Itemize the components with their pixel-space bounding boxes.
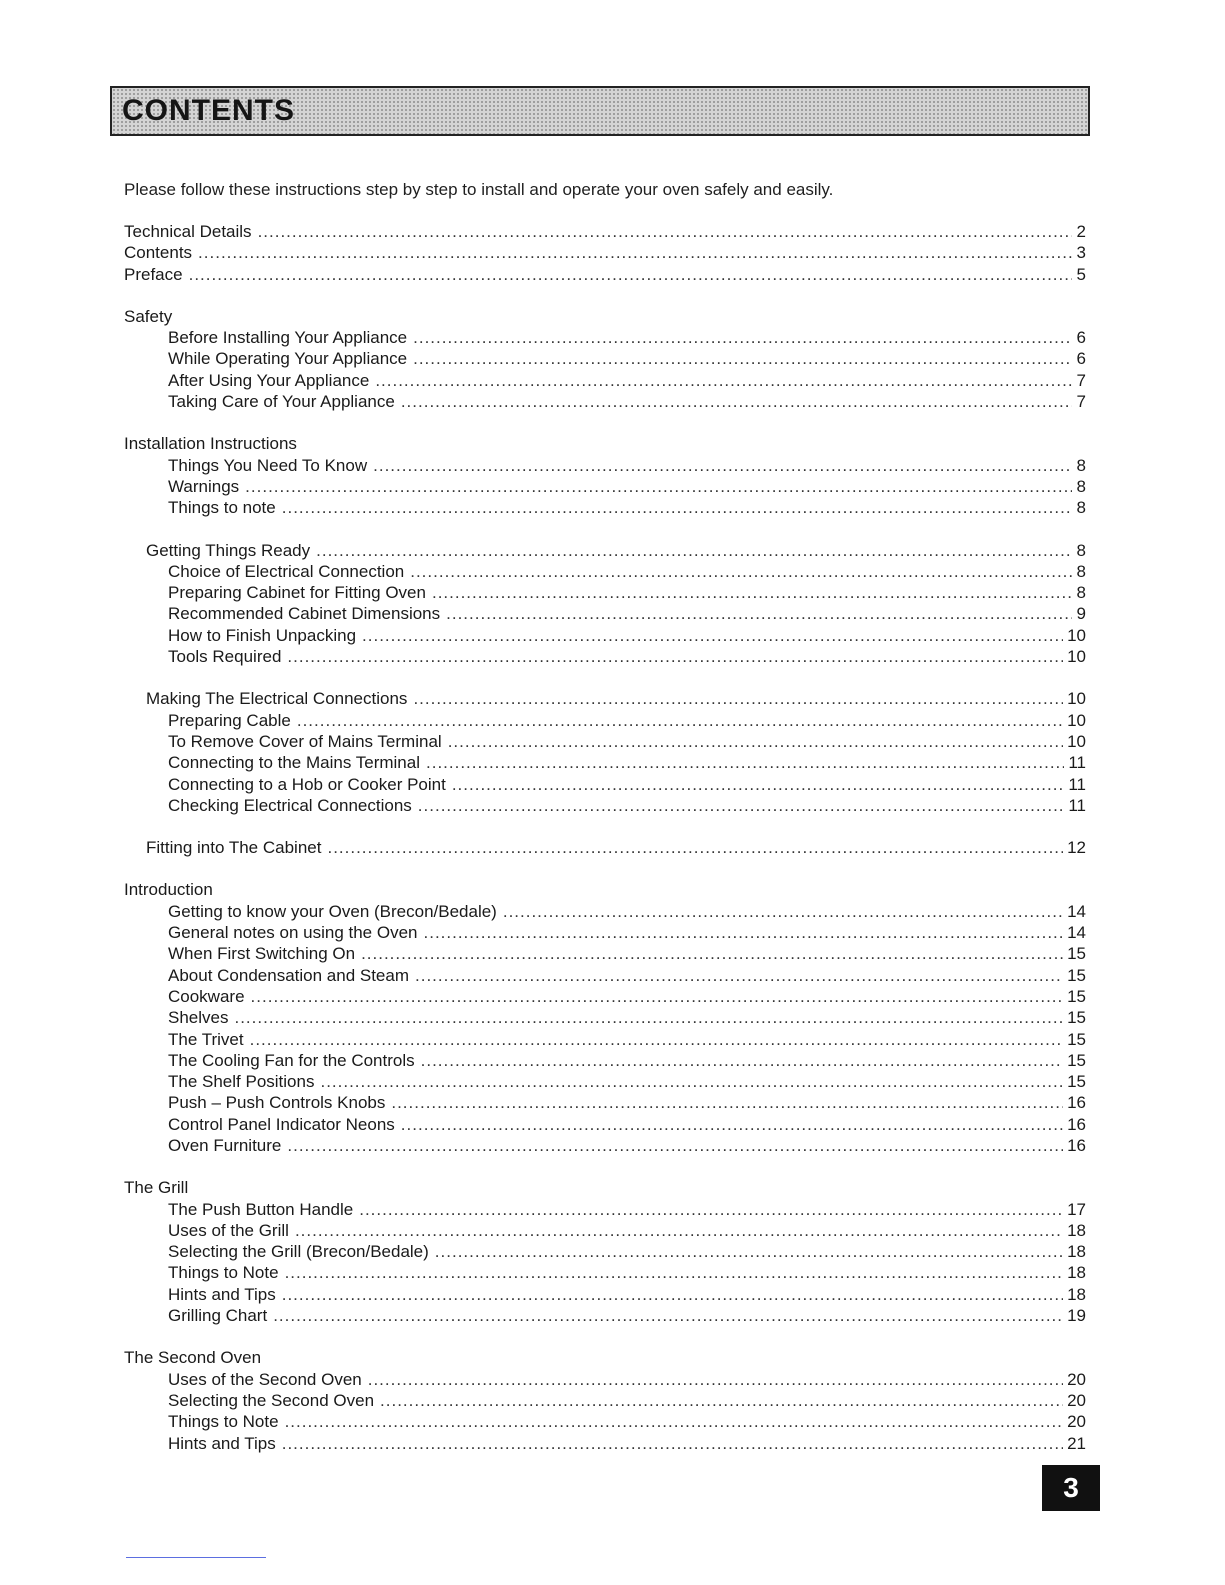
dot-leader: [413, 688, 1063, 709]
dot-leader: [327, 837, 1063, 858]
toc-entry-page: 16: [1067, 1093, 1086, 1113]
toc-entry: [124, 327, 1086, 348]
toc-entry-label: Control Panel Indicator Neons: [168, 1114, 395, 1134]
dot-leader: [446, 603, 1072, 624]
toc-entry-label: General notes on using the Oven: [168, 923, 418, 943]
toc-entry: [124, 752, 1086, 773]
toc-entry-page: 7: [1076, 392, 1086, 412]
toc-entry: [124, 1262, 1086, 1283]
toc-section-heading: [124, 1177, 1086, 1198]
toc-entry-page: 8: [1076, 561, 1086, 581]
toc-entry-label: Hints and Tips: [168, 1284, 276, 1304]
toc-entry-page: 8: [1076, 476, 1086, 496]
toc-entry: [124, 497, 1086, 518]
dot-leader: [189, 264, 1072, 285]
toc-entry-label: The Trivet: [168, 1029, 244, 1049]
dot-leader: [503, 901, 1063, 922]
toc-entry-label: Checking Electrical Connections: [168, 795, 412, 815]
toc-entry-label: About Condensation and Steam: [168, 965, 410, 985]
dot-leader: [413, 348, 1072, 369]
toc-entry-label: Recommended Cabinet Dimensions: [168, 604, 441, 624]
dot-leader: [380, 1390, 1063, 1411]
toc-entry: [124, 264, 1086, 285]
toc-entry: [124, 1029, 1086, 1050]
toc-entry: [124, 1390, 1086, 1411]
toc-entry-label: When First Switching On: [168, 944, 356, 964]
toc-entry-label: Preface: [124, 264, 183, 284]
toc-entry: [124, 710, 1086, 731]
toc-entry: [124, 603, 1086, 624]
toc-entry-label: Installation Instructions: [124, 434, 297, 454]
toc-entry-page: 19: [1067, 1306, 1086, 1326]
toc-entry-page: 12: [1067, 838, 1086, 858]
toc-entry-label: Connecting to a Hob or Cooker Point: [168, 774, 446, 794]
dot-leader: [287, 1135, 1063, 1156]
toc-entry-label: Cookware: [168, 986, 245, 1006]
toc-entry-label: Getting Things Ready: [146, 540, 311, 560]
toc-entry-label: Oven Furniture: [168, 1135, 282, 1155]
toc-entry-page: 18: [1067, 1242, 1086, 1262]
toc-entry-page: 8: [1076, 583, 1086, 603]
toc-entry: [124, 1411, 1086, 1432]
toc-entry-label: Taking Care of Your Appliance: [168, 392, 395, 412]
toc-entry: [124, 986, 1086, 1007]
dot-leader: [391, 1092, 1063, 1113]
toc-entry: [124, 561, 1086, 582]
toc-entry-label: Technical Details: [124, 222, 252, 241]
toc-entry: [124, 1114, 1086, 1135]
toc-entry-page: 18: [1067, 1263, 1086, 1283]
dot-leader: [401, 1114, 1063, 1135]
toc-entry-label: Uses of the Grill: [168, 1220, 289, 1240]
toc-entry-label: Getting to know your Oven (Brecon/Bedale): [168, 901, 497, 921]
toc-entry-page: 16: [1067, 1135, 1086, 1155]
toc-entry-page: 3: [1076, 243, 1086, 263]
toc-entry-page: 6: [1076, 328, 1086, 348]
dot-leader: [421, 1050, 1063, 1071]
dot-leader: [297, 710, 1063, 731]
toc-entry-label: Things to Note: [168, 1263, 279, 1283]
toc-entry: [124, 1369, 1086, 1390]
dot-leader: [316, 540, 1072, 561]
toc-section-heading: [124, 1347, 1086, 1368]
dot-leader: [375, 370, 1072, 391]
toc-entry-page: 8: [1076, 498, 1086, 518]
toc-entry-label: Before Installing Your Appliance: [168, 328, 408, 348]
dot-leader: [410, 561, 1072, 582]
toc-entry-label: Making The Electrical Connections: [146, 689, 408, 709]
toc-entry: [124, 1071, 1086, 1092]
dot-leader: [368, 1369, 1063, 1390]
toc-entry: [124, 540, 1086, 561]
toc-entry: [124, 837, 1086, 858]
dot-leader: [362, 625, 1063, 646]
toc-entry: [124, 922, 1086, 943]
dot-leader: [320, 1071, 1063, 1092]
dot-leader: [424, 922, 1064, 943]
toc-entry-label: Connecting to the Mains Terminal: [168, 753, 420, 773]
page-title: CONTENTS: [122, 94, 295, 127]
toc-entry-label: The Shelf Positions: [168, 1072, 315, 1092]
toc-entry: [124, 1199, 1086, 1220]
toc-entry-page: 15: [1067, 944, 1086, 964]
toc-entry-label: While Operating Your Appliance: [168, 349, 408, 369]
toc-entry: [124, 1305, 1086, 1326]
toc-entry: [124, 1007, 1086, 1028]
dot-leader: [282, 1433, 1063, 1454]
toc-entry-page: 21: [1067, 1433, 1086, 1453]
toc-entry: [124, 348, 1086, 369]
toc-entry: [124, 1241, 1086, 1262]
dot-leader: [401, 391, 1072, 412]
dot-leader: [435, 1241, 1063, 1262]
toc-entry: [124, 221, 1086, 242]
toc-entry-page: 15: [1067, 1072, 1086, 1092]
toc-section-heading: [124, 879, 1086, 900]
table-of-contents: [124, 221, 1086, 1454]
dot-leader: [251, 986, 1064, 1007]
toc-entry-page: 7: [1076, 370, 1086, 390]
dot-leader: [282, 1284, 1063, 1305]
toc-entry-page: 10: [1067, 731, 1086, 751]
toc-entry-page: 9: [1076, 604, 1086, 624]
toc-entry: [124, 965, 1086, 986]
dot-leader: [285, 1411, 1064, 1432]
toc-entry-page: 18: [1067, 1284, 1086, 1304]
toc-entry-page: 16: [1067, 1114, 1086, 1134]
toc-entry-page: 8: [1076, 455, 1086, 475]
toc-entry: [124, 1092, 1086, 1113]
toc-entry: [124, 943, 1086, 964]
toc-entry-label: Safety: [124, 306, 173, 326]
dot-leader: [250, 1029, 1063, 1050]
toc-entry-label: Uses of the Second Oven: [168, 1369, 362, 1389]
toc-entry-label: Things to note: [168, 498, 276, 518]
toc-entry-page: 20: [1067, 1369, 1086, 1389]
toc-entry-label: Preparing Cabinet for Fitting Oven: [168, 583, 426, 603]
toc-entry: [124, 646, 1086, 667]
dot-leader: [258, 221, 1072, 242]
dot-leader: [373, 455, 1072, 476]
toc-entry-label: Preparing Cable: [168, 710, 291, 730]
toc-entry-label: The Grill: [124, 1178, 189, 1198]
toc-entry-label: Contents: [124, 243, 193, 263]
toc-section-heading: [124, 306, 1086, 327]
dot-leader: [418, 795, 1065, 816]
toc-entry-page: 10: [1067, 710, 1086, 730]
dot-leader: [245, 476, 1072, 497]
toc-entry-label: Fitting into The Cabinet: [146, 838, 322, 858]
toc-entry-label: The Cooling Fan for the Controls: [168, 1050, 415, 1070]
toc-entry-page: 20: [1067, 1412, 1086, 1432]
toc-entry-page: 10: [1067, 647, 1086, 667]
toc-entry: [124, 1284, 1086, 1305]
dot-leader: [295, 1220, 1063, 1241]
toc-entry: [124, 1220, 1086, 1241]
toc-entry-page: 17: [1067, 1199, 1086, 1219]
toc-entry-label: The Push Button Handle: [168, 1199, 354, 1219]
toc-entry: [124, 455, 1086, 476]
toc-entry: [124, 476, 1086, 497]
dot-leader: [359, 1199, 1063, 1220]
dot-leader: [282, 497, 1072, 518]
toc-entry: [124, 901, 1086, 922]
intro-text: Please follow these instructions step by step to install and operate your oven safely and easily.: [124, 180, 834, 199]
dot-leader: [234, 1007, 1063, 1028]
toc-entry-label: Selecting the Second Oven: [168, 1390, 375, 1410]
toc-entry-page: 14: [1067, 923, 1086, 943]
toc-entry-label: How to Finish Unpacking: [168, 625, 357, 645]
toc-entry-page: 11: [1068, 774, 1086, 794]
toc-entry: [124, 688, 1086, 709]
contents-header-bar: [110, 86, 1090, 136]
toc-entry-label: After Using Your Appliance: [168, 370, 370, 390]
toc-entry-label: Things You Need To Know: [168, 455, 368, 475]
toc-entry: [124, 774, 1086, 795]
toc-entry: [124, 1433, 1086, 1454]
toc-entry: [124, 370, 1086, 391]
toc-entry-label: Choice of Electrical Connection: [168, 561, 405, 581]
toc-entry-label: Push – Push Controls Knobs: [168, 1093, 386, 1113]
toc-entry-page: 20: [1067, 1390, 1086, 1410]
toc-entry-page: 15: [1067, 986, 1086, 1006]
toc-entry-page: 5: [1076, 264, 1086, 284]
toc-entry-label: The Second Oven: [124, 1348, 262, 1368]
toc-entry: [124, 242, 1086, 263]
toc-entry-label: Tools Required: [168, 647, 282, 667]
dot-leader: [415, 965, 1063, 986]
toc-entry-label: To Remove Cover of Mains Terminal: [168, 731, 442, 751]
toc-entry-page: 8: [1076, 540, 1086, 560]
dot-leader: [452, 774, 1065, 795]
toc-entry-page: 15: [1067, 1029, 1086, 1049]
dot-leader: [426, 752, 1064, 773]
dot-leader: [287, 646, 1063, 667]
dot-leader: [361, 943, 1063, 964]
toc-entry-page: 10: [1067, 625, 1086, 645]
dot-leader: [198, 242, 1072, 263]
toc-entry-page: 6: [1076, 349, 1086, 369]
dot-leader: [273, 1305, 1063, 1326]
toc-entry-label: Warnings: [168, 476, 240, 496]
toc-entry: [124, 1135, 1086, 1156]
toc-entry-label: Shelves: [168, 1008, 229, 1028]
toc-entry-page: 18: [1067, 1220, 1086, 1240]
toc-entry-page: 15: [1067, 965, 1086, 985]
bottom-link-underline: [126, 1557, 266, 1558]
toc-entry: [124, 582, 1086, 603]
toc-entry-label: Introduction: [124, 880, 213, 900]
toc-entry-label: Grilling Chart: [168, 1306, 268, 1326]
toc-entry: [124, 625, 1086, 646]
toc-entry: [124, 795, 1086, 816]
toc-entry: [124, 731, 1086, 752]
toc-entry-page: 15: [1067, 1050, 1086, 1070]
page-number-badge: 3: [1042, 1465, 1100, 1511]
dot-leader: [448, 731, 1063, 752]
toc-entry-page: 2: [1076, 222, 1086, 241]
dot-leader: [432, 582, 1072, 603]
toc-entry-page: 11: [1068, 795, 1086, 815]
toc-entry-page: 11: [1068, 753, 1086, 773]
toc-entry-label: Things to Note: [168, 1412, 279, 1432]
toc-entry-label: Selecting the Grill (Brecon/Bedale): [168, 1242, 429, 1262]
dot-leader: [413, 327, 1072, 348]
toc-entry-page: 15: [1067, 1008, 1086, 1028]
toc-entry-page: 10: [1067, 689, 1086, 709]
toc-entry: [124, 1050, 1086, 1071]
toc-entry-page: 14: [1067, 901, 1086, 921]
toc-entry: [124, 391, 1086, 412]
toc-entry-label: Hints and Tips: [168, 1433, 276, 1453]
toc-section-heading: [124, 433, 1086, 454]
dot-leader: [285, 1262, 1064, 1283]
